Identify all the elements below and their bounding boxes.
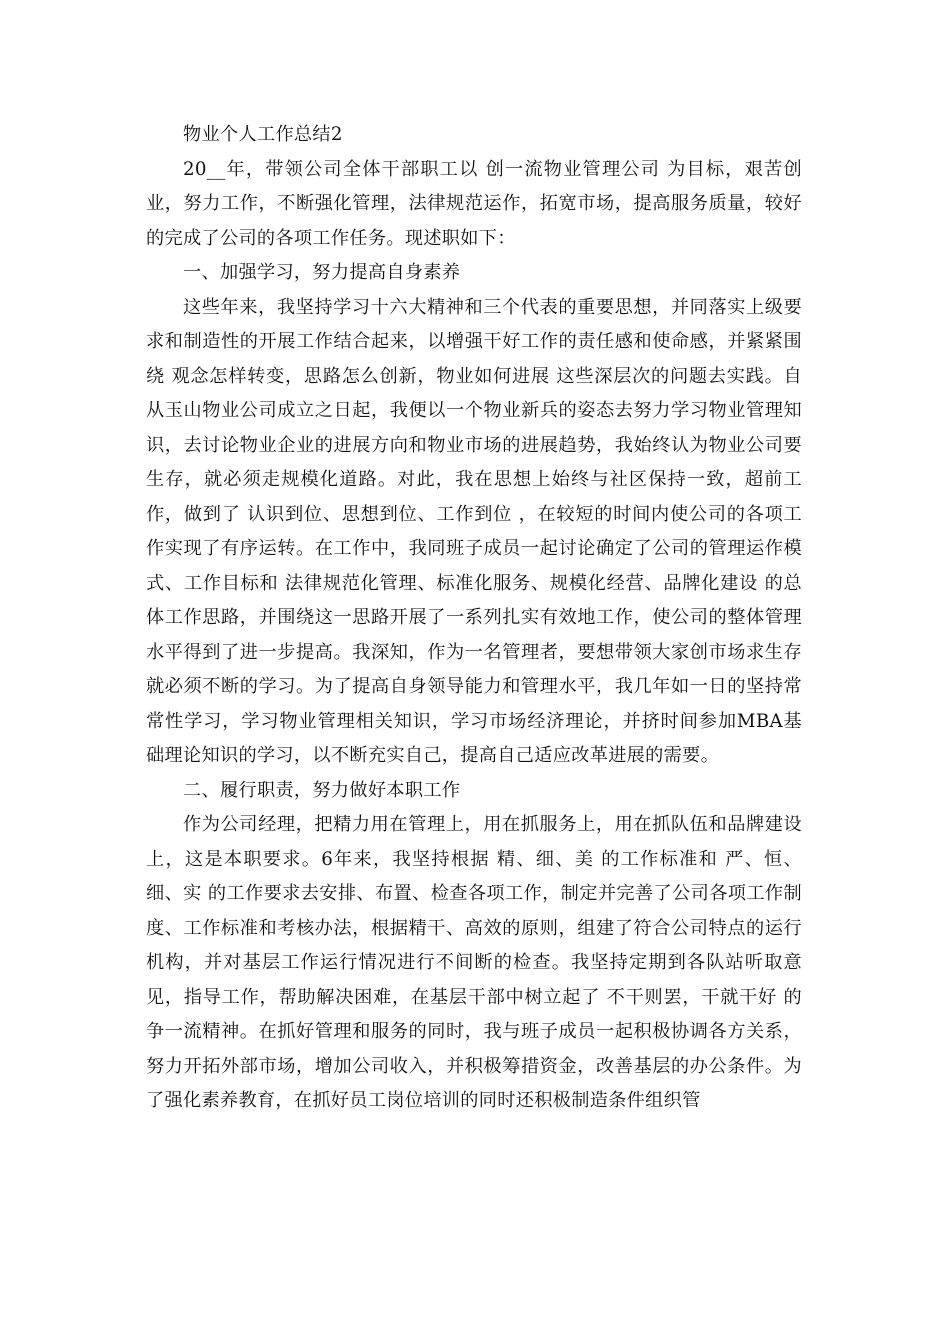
section-heading-2: 二、履行职责，努力做好本职工作	[183, 779, 461, 801]
paragraph-intro: 20__年，带领公司全体干部职工以 创一流物业管理公司 为目标，艰苦创业，努力工作，不断强化管理，法律规范运作，拓宽市场，提高服务质量，较好的完成了公司的各项工作任务。现述职如下：	[146, 158, 802, 249]
section-heading-1: 一、加强学习，努力提高自身素养	[183, 262, 461, 283]
paragraph-section-2: 作为公司经理，把精力用在管理上，用在抓服务上，用在抓队伍和品牌建设上，这是本职要求。6年来，我坚持根据 精、细、美 的工作标准和 严、恒、细、实 的工作要求去安排、布置、检查各项工作，制定并完善了公司各项工作制度、工作标准和考核办法，根据精干、高效的原则，组建了符合公司特点的运行机构，并对基层工作运行情况进行不间断的检查。我坚持定期到各队站听取意见，指导工作，帮助解决困难，在基层干部中树立起了 不干则罢，干就干好 的争一流精神。在抓好管理和服务的同时，我与班子成员一起积极协调各方关系，努力开拓外部市场，增加公司收入，并积极筹措资金，改善基层的办公条件。为了强化素养教育，在抓好员工岗位培训的同时还积极制造条件组织管	[146, 814, 802, 1111]
paragraph-section-1: 这些年来，我坚持学习十六大精神和三个代表的重要思想，并同落实上级要求和制造性的开展工作结合起来，以增强干好工作的责任感和使命感，并紧紧围绕 观念怎样转变，思路怎么创新，物业如何进展 这些深层次的问题去实践。自从玉山物业公司成立之日起，我便以一个物业新兵的姿态去努力学习物业管理知识，去讨论物业企业的进展方向和物业市场的进展趋势，我始终认为物业公司要生存，就必须走规模化道路。对此，我在思想上始终与社区保持一致，超前工作，做到了 认识到位、思想到位、工作到位 ，在较短的时间内使公司的各项工作实现了有序运转。在工作中，我同班子成员一起讨论确定了公司的管理运作模式、工作目标和 法律规范化管理、标准化服务、规模化经营、品牌化建设 的总体工作思路，并围绕这一思路开展了一系列扎实有效地工作，使公司的整体管理水平得到了进一步提高。我深知，作为一名管理者，要想带领大家创市场求生存就必须不断的学习。为了提高自身领导能力和管理水平，我几年如一日的坚持常常性学习，学习物业管理相关知识，学习市场经济理论，并挤时间参加MBA基础理论知识的学习，以不断充实自己，提高自己适应改革进展的需要。	[146, 296, 802, 766]
document-title: 物业个人工作总结2	[183, 124, 343, 145]
document-body	[146, 118, 802, 1119]
